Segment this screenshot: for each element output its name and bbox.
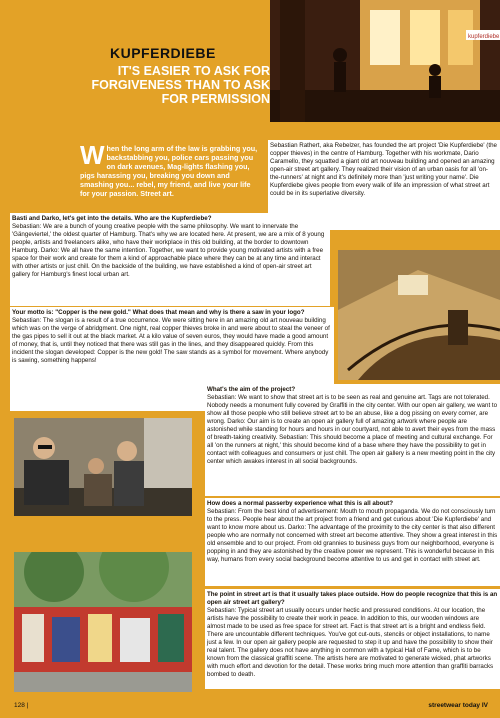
answer: Sebastian: We are a bunch of young creative people with the same philosophy. We want to innervate the 'Gängeviertel,' the oldest quarter of Hamburg. That's why we are located here. At present, we are a mix of 8 young people, artists and freelancers alike, who have their workplace in this old building, at the border to downtown Hamburg. Darko: We all have the same intention. Together, we want to provide young motivated artists with a free space for their work and create for them a kind of approachable place where they can be at any time and interact with other artists or just chill. On the backside of the building, we have established a kind of open-air street art gallery for Hamburg's finest local urban art. bbox=[12, 223, 325, 278]
intro-sidebar-text: Sebastian Rathert, aka Rebelzer, has founded the art project 'Die Kupferdiebe' (the copper thieves) in the centre of Hamburg. Together with his workmate, Dario Caramello, they squatted a giant old art nouveau building and opened an amazing open-air street art gallery. They realized their vision of an urban oasis for all 'on-the-runners' at night and it's definitely more than 'just writing your name'. Die Kupferdiebe gives people from every walk of life an impression of what street art could be in its superlative diversity. bbox=[270, 142, 497, 197]
answer: Sebastian: From the best kind of advertisement: Mouth to mouth propaganda. We do not consciously turn to the press. People hear about the art project from a friend and get curious about 'Die Kupferdiebe' and want to know more about us. Darko: The advantage of the proximity to the city center is that also different people who are normally not concerned with street art become attentive. They show a great interest in this old ensemble and to our project. From old grannies to business guys from our neighborhood, everyone is popping in and they are astonished by the creative power we represent. This is wonderful because in this way, humans from every social background become attentive to us and get in contact with street art. bbox=[207, 508, 498, 563]
drop-cap: W bbox=[80, 144, 105, 170]
question: Your motto is: "Copper is the new gold." What does that mean and why is there a saw in your logo? bbox=[12, 309, 305, 316]
magazine-name: streetwear today IV bbox=[428, 702, 488, 709]
street-art-wall-photo bbox=[14, 552, 192, 692]
qa-block-5 bbox=[205, 589, 500, 689]
qa-block-3 bbox=[205, 384, 500, 496]
question: Basti and Darko, let's get into the details. Who are the Kupferdiebe? bbox=[12, 215, 212, 222]
qa-block-4 bbox=[205, 498, 500, 586]
article-title: KUPFERDIEBE bbox=[110, 45, 216, 61]
qa-block-1 bbox=[10, 213, 330, 306]
staircase-photo bbox=[338, 250, 500, 380]
intro-text: hen the long arm of the law is grabbing you, backstabbing you, police cars passing you on dark avenues, Mag-lights flashing you, pigs harassing you, breaking you down and smashing you... rebel, my friend, and live your life for your passion. Street art. bbox=[80, 144, 258, 198]
question: How does a normal passerby experience what this is all about? bbox=[207, 500, 394, 507]
question: What's the aim of the project? bbox=[207, 386, 296, 393]
gallery-photo bbox=[270, 0, 500, 122]
gallery-sign-text: kupferdiebe bbox=[468, 34, 500, 40]
artists-photo bbox=[14, 418, 192, 516]
page-number: 128 | bbox=[14, 702, 29, 709]
article-subtitle: IT'S EASIER TO ASK FOR FORGIVENESS THAN TO ASK FOR PERMISSION bbox=[91, 64, 270, 106]
intro-paragraph bbox=[80, 144, 262, 198]
answer: Sebastian: Typical street art usually occurs under hectic and pressured conditions. At our location, the artists have the possibility to create their work in peace. In addition to this, our wooden windows are almost made to be used as free space for street art. Fact is that street art is a bright and endless field. There are uncountable different techniques. You've got cut-outs, stencils or object installations, to name just a few. In our open air gallery people are requested to step it up and have the possibility to show their real talent. The gallery does not have anything in common with a typical Hall of Fame, which is to be known from the classical graffiti scene. The artists here are motivated to generate wicked, phat artworks with much effort and devotion for the detail. These works bring much more attention than graffiti barracks bombed to death. bbox=[207, 607, 494, 678]
answer: Sebastian: The slogan is a result of a true occurrence. We were sitting here in an amazing old art nouveau building which was on the verge of abridgment. One night, real copper thieves broke in and were about to steal the veneer of the gas pipes to sell it out at the black market. At a kilo value of seven euros, they would have made a good amount of money, that is, until they noticed that there was still gas in the lines, and they disappeared quickly. From this incident the slogan developed: Copper is the new gold! The saw stands as a symbol for movement. Where anybody is sawing, something happens! bbox=[12, 317, 330, 364]
answer: Sebastian: We want to show that street art is to be seen as real and genuine art. Tags are not tolerated. Nobody needs a monument fully covered by Graffiti in the city center. With our open air gallery, we want to show all those people who still believe street art to be an abuse, like a dog pissing on every corner, are wrong. Darko: Our aim is to create an open air gallery full of amazing artwork where people are astonished while standing for hours and hours in our courtyard, not able to avert their eyes from the mass of breath-taking creativity. Sebastian: This should become a place of meeting and cultural exchange. For all 'on the runners at night,' this should become kind of a base where they have the possibility to get in contact with colleagues and consumers or just chill. The open air gallery is a new meeting point in the city center which awakes interest in all social backgrounds. bbox=[207, 394, 498, 465]
question: The point in street art is that it usually takes place outside. How do people recognize that this is an open air street art gallery? bbox=[207, 591, 498, 606]
